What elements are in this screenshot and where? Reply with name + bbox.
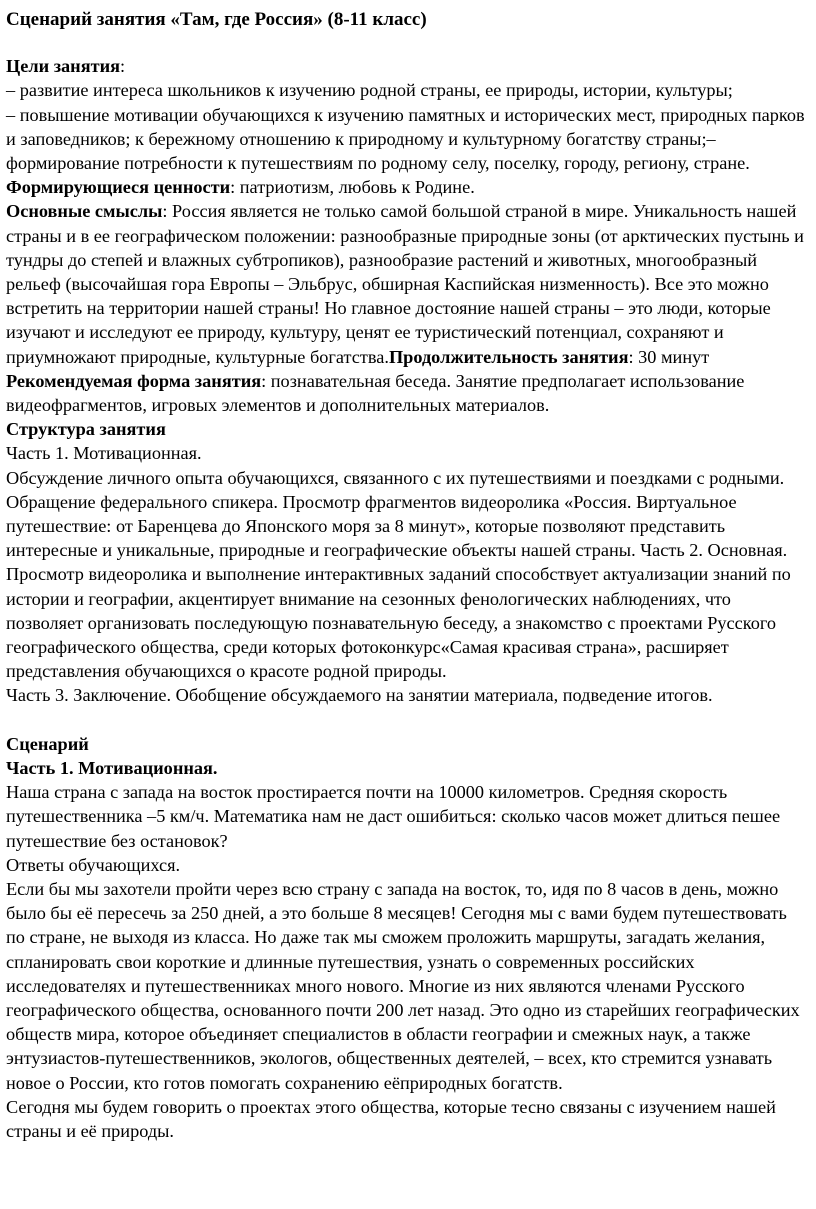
scenario-part1-heading: Часть 1. Мотивационная. [6, 757, 218, 778]
structure-heading: Структура занятия [6, 419, 166, 440]
values-paragraph [6, 175, 808, 199]
values-text: : патриотизм, любовь к Родине. [230, 177, 475, 198]
scenario-paragraph-4: Сегодня мы будем говорить о проектах этого общества, которые тесно связаны с изучением нашей страны и её природы. [6, 1096, 776, 1141]
document-title: Сценарий занятия «Там, где Россия» (8-11 класс) [6, 9, 427, 30]
goals-colon: : [120, 56, 126, 77]
structure-part3-text: Часть 3. Заключение. Обобщение обсуждаемого на занятии материала, подведение итогов. [6, 685, 713, 706]
goal-item-2: – повышение мотивации обучающихся к изучению памятных и исторических мест, природных парков и заповедников; к бережному отношению к природному и культурному богатству страны;– формирование потребности к путешествиям по родному селу, поселку, городу, региону, стране. [6, 104, 805, 174]
goals-label: Цели занятия [6, 56, 121, 77]
structure-part1-title: Часть 1. Мотивационная. [6, 443, 202, 464]
form-paragraph [6, 369, 808, 417]
meanings-text: : Россия является не только самой большой страной в мире. Уникальность нашей страны и в ее географическом положении: разнообразные природные зоны (от арктических пустынь и тундры до степей и влажных субтропиков), разнообразие растений и животных, многообразный рельеф (высочайшая гора Европы – Эльбрус, обширная Каспийская низменность). Все это можно встретить на территории нашей страны! Но главное достояние нашей страны – это люди, которые изучают и исследуют ее природу, культуру, ценят ее туристический потенциал, сохраняют и приумножают природные, культурные богатства. [6, 201, 804, 367]
scenario-paragraph-3: Если бы мы захотели пройти через всю страну с запада на восток, то, идя по 8 часов в день, можно было бы её пересечь за 250 дней, а это больше 8 месяцев! Сегодня мы с вами будем путешествовать по стране, не выходя из класса. Но даже так мы сможем проложить маршруты, загадать желания, спланировать свои короткие и длинные путешествия, узнать о современных российских исследователях и путешественниках много нового. Многие из них являются членами Русского географического общества, основанного почти 200 лет назад. Это одно из старейших географических обществ мира, которое объединяет специалистов в области географии и смежных наук, а также энтузиастов-путешественников, экологов, общественных деятелей, – всех, кто стремится узнавать новое о России, кто готов помогать сохранению еёприродных богатств. [6, 878, 800, 1093]
duration-label: Продолжительность занятия [388, 346, 629, 367]
goal-item-1: – развитие интереса школьников к изучению родной страны, ее природы, истории, культуры; [6, 80, 733, 101]
goals-heading [6, 54, 808, 78]
section-gap [6, 708, 808, 732]
structure-part1-text: Обсуждение личного опыта обучающихся, связанного с их путешествиями и поездками с родными. Обращение федерального спикера. Просмотр фрагментов видеоролика «Россия. Виртуальное путешествие: от Баренцева до Японского моря за 8 минут», которые позволяют представить интересные и уникальные, природные и географические объекты нашей страны. Часть 2. Основная. Просмотр видеоролика и выполнение интерактивных заданий способствует актуализации знаний по истории и географии, акцентирует внимание на сезонных фенологических наблюдениях, что позволяет организовать последующую познавательную беседу, а знакомство с проектами Русского географического общества, среди которых фотоконкурс«Самая красивая страна», расширяет представления обучающихся о красоте родной природы. [6, 467, 791, 682]
values-label: Формирующиеся ценности [6, 177, 231, 198]
meanings-paragraph [6, 199, 808, 368]
scenario-paragraph-2: Ответы обучающихся. [6, 854, 181, 875]
duration-text: : 30 минут [628, 346, 710, 367]
form-text: : познавательная беседа. Занятие предполагает использование видеофрагментов, игровых элементов и дополнительных материалов. [6, 370, 745, 416]
form-label: Рекомендуемая форма занятия [6, 370, 262, 391]
scenario-heading: Сценарий [6, 733, 89, 754]
scenario-paragraph-1: Наша страна с запада на восток простирается почти на 10000 километров. Средняя скорость путешественника –5 км/ч. Математика нам не даст ошибиться: сколько часов может длиться пешее путешествие без остановок? [6, 782, 781, 851]
meanings-label: Основные смыслы [6, 201, 163, 222]
